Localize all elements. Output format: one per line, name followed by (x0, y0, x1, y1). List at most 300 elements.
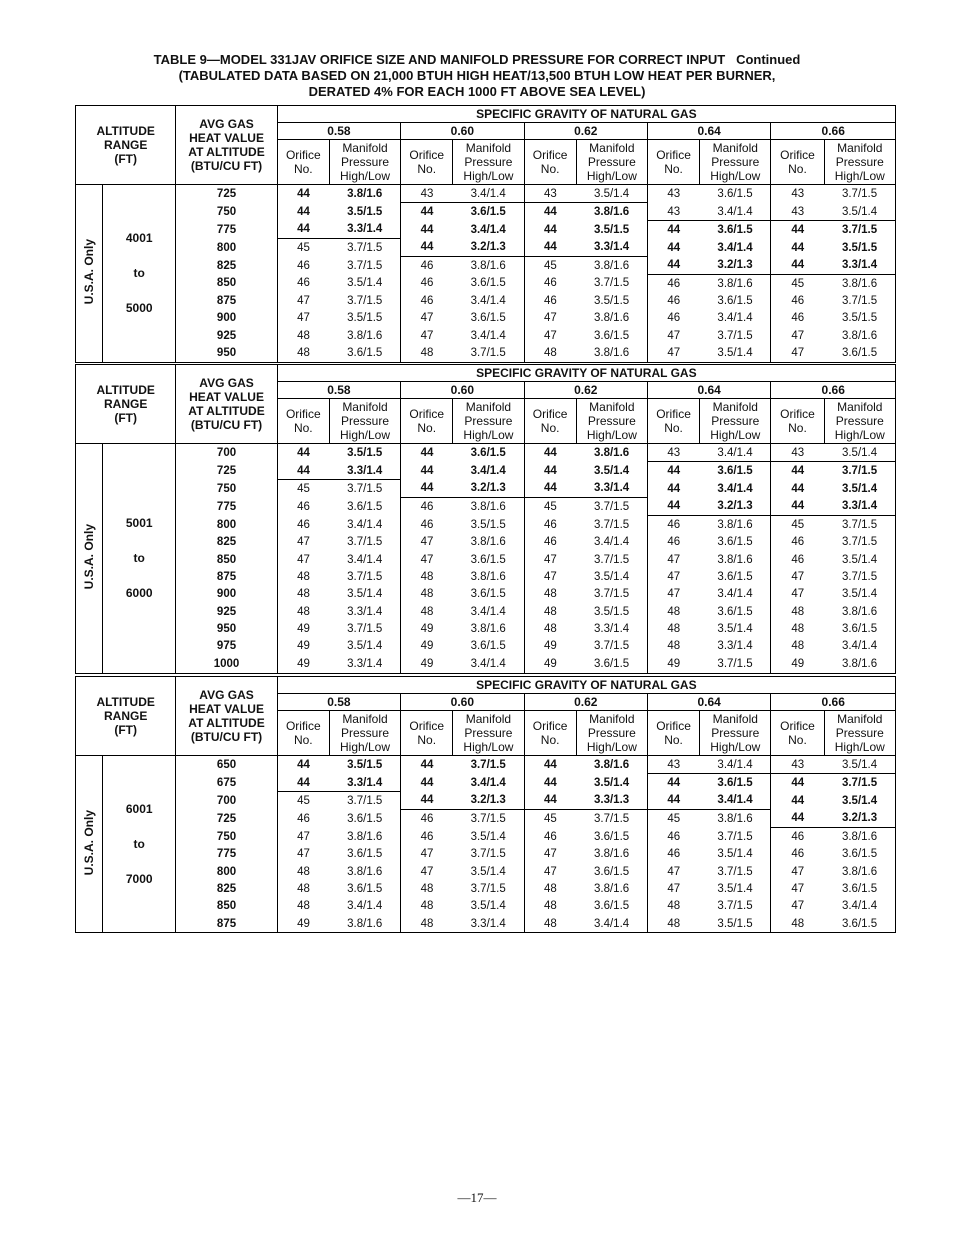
orifice-cell: 48 (667, 900, 681, 913)
orifice-cell: 48 (420, 588, 434, 601)
orifice-cell: 46 (543, 536, 557, 549)
orifice-header-line: Orifice (532, 719, 568, 733)
orifice-cell: 44 (771, 221, 824, 239)
orifice-header-line: No. (417, 162, 437, 176)
pressure-cell: 3.6/1.5 (700, 774, 771, 792)
orifice-cell: 47 (791, 570, 805, 583)
orifice-cell: 47 (277, 310, 329, 327)
orifice-header-line: No. (540, 162, 560, 176)
data-table-6001-7000 (75, 676, 896, 933)
orifice-cell: 44 (420, 464, 434, 477)
heat-value-cell: 925 (176, 327, 277, 344)
orifice-cell: 43 (667, 205, 681, 218)
orifice-cell: 45 (277, 480, 329, 498)
altitude-header-line: RANGE (104, 138, 148, 152)
heat-value-cell: 650 (176, 756, 277, 774)
pressure-cell: 3.5/1.4 (824, 586, 895, 603)
header-row (76, 677, 896, 694)
manifold-header-line: High/Low (834, 428, 885, 442)
altitude-range-part: to (133, 550, 145, 565)
pressure-cell: 3.2/1.3 (453, 239, 524, 257)
manifold-header-line: High/Low (834, 169, 885, 183)
pressure-cell: 3.6/1.5 (329, 845, 400, 862)
manifold-header (700, 140, 771, 185)
heat-value-header-line: AVG GAS (199, 376, 254, 390)
orifice-cell: 48 (277, 898, 329, 915)
manifold-header (453, 140, 524, 185)
pressure-cell: 3.7/1.5 (453, 345, 524, 363)
sg-value: 0.66 (771, 694, 896, 711)
pressure-cell: 3.5/1.5 (824, 239, 895, 257)
header-row (76, 365, 896, 382)
orifice-cell: 47 (543, 865, 557, 878)
pressure-cell: 3.4/1.4 (453, 327, 524, 344)
orifice-cell: 46 (667, 848, 681, 861)
orifice-cell: 46 (401, 257, 453, 275)
heat-value-cell: 850 (176, 898, 277, 915)
orifice-cell: 47 (791, 882, 805, 895)
orifice-header (524, 711, 576, 756)
orifice-cell: 47 (543, 312, 557, 325)
pressure-cell: 3.7/1.5 (824, 774, 895, 792)
table-row (76, 516, 896, 534)
manifold-header-line: Pressure (711, 726, 760, 740)
manifold-header-line: High/Low (339, 740, 391, 754)
altitude-header (76, 677, 176, 756)
pressure-cell: 3.4/1.4 (453, 185, 524, 203)
altitude-range-part: to (133, 265, 145, 280)
orifice-cell: 49 (420, 640, 434, 653)
manifold-header-line: Manifold (712, 712, 758, 726)
heat-value-cell: 900 (176, 586, 277, 603)
manifold-header (824, 140, 895, 185)
heat-value-header-line: HEAT VALUE (189, 390, 264, 404)
orifice-header (771, 711, 824, 756)
orifice-cell: 46 (791, 848, 805, 861)
orifice-cell: 44 (401, 203, 453, 221)
orifice-cell: 43 (647, 185, 699, 203)
heat-value-cell: 1000 (176, 655, 277, 673)
orifice-cell: 49 (647, 655, 699, 673)
heat-value-cell: 950 (176, 620, 277, 637)
pressure-cell: 3.7/1.5 (453, 845, 524, 862)
orifice-cell: 44 (543, 241, 557, 254)
orifice-cell: 47 (647, 345, 699, 363)
orifice-cell: 46 (401, 498, 453, 516)
orifice-cell: 44 (791, 241, 805, 254)
manifold-header (453, 399, 524, 444)
orifice-cell: 49 (277, 915, 329, 933)
pressure-cell: 3.6/1.5 (329, 810, 400, 828)
sg-value: 0.58 (277, 382, 400, 399)
table-row (76, 274, 896, 292)
manifold-header (576, 399, 647, 444)
heat-value-cell: 725 (176, 185, 277, 203)
table-row (76, 257, 896, 275)
table-row (76, 620, 896, 637)
altitude-header (76, 106, 176, 185)
orifice-header (524, 140, 576, 185)
orifice-cell: 47 (791, 900, 805, 913)
orifice-cell: 48 (543, 588, 557, 601)
orifice-cell: 47 (277, 845, 329, 862)
orifice-cell: 48 (277, 586, 329, 603)
table-row (76, 327, 896, 344)
orifice-cell: 46 (420, 830, 434, 843)
pressure-cell: 3.7/1.5 (824, 533, 895, 550)
table-row (76, 828, 896, 846)
altitude-range-part: to (133, 836, 145, 851)
pressure-cell: 3.5/1.4 (576, 568, 647, 585)
orifice-header-line: Orifice (656, 148, 691, 162)
pressure-cell: 3.4/1.4 (700, 586, 771, 603)
orifice-cell: 47 (420, 536, 434, 549)
pressure-cell: 3.5/1.4 (329, 638, 400, 655)
pressure-cell: 3.3/1.4 (576, 480, 647, 498)
orifice-cell: 43 (771, 756, 824, 774)
pressure-cell: 3.8/1.6 (453, 498, 524, 516)
pressure-cell: 3.5/1.4 (329, 274, 400, 292)
orifice-header (277, 711, 329, 756)
pressure-cell: 3.6/1.5 (329, 345, 400, 363)
orifice-cell: 49 (277, 620, 329, 637)
manifold-header-line: Manifold (712, 400, 758, 414)
manifold-header-line: High/Low (463, 169, 514, 183)
pressure-cell: 3.5/1.4 (824, 203, 895, 221)
altitude-header-line: ALTITUDE (96, 383, 155, 397)
table-row (76, 792, 896, 810)
manifold-header (576, 711, 647, 756)
table-row (76, 185, 896, 203)
pressure-cell: 3.2/1.3 (700, 498, 771, 516)
altitude-range (103, 444, 176, 674)
orifice-header-line: Orifice (532, 148, 568, 162)
altitude-range-part: 5000 (125, 300, 153, 315)
orifice-cell: 47 (420, 553, 434, 566)
pressure-cell: 3.4/1.4 (700, 239, 771, 257)
orifice-cell: 48 (791, 605, 805, 618)
manifold-header-line: High/Low (339, 169, 391, 183)
orifice-cell: 44 (277, 756, 329, 774)
table-row (76, 444, 896, 462)
specific-gravity-header: SPECIFIC GRAVITY OF NATURAL GAS (277, 365, 895, 382)
heat-value-header-line: HEAT VALUE (189, 131, 264, 145)
manifold-header-line: Manifold (589, 712, 635, 726)
table-row (76, 498, 896, 516)
pressure-cell: 3.3/1.4 (824, 257, 895, 275)
manifold-header-line: Manifold (712, 141, 758, 155)
orifice-cell: 44 (401, 756, 453, 774)
heat-value-cell: 800 (176, 863, 277, 880)
orifice-cell: 45 (277, 792, 329, 810)
orifice-cell: 48 (543, 900, 557, 913)
orifice-cell: 43 (771, 444, 824, 462)
heat-value-cell: 775 (176, 498, 277, 516)
header-row (76, 106, 896, 123)
orifice-cell: 44 (524, 203, 576, 221)
orifice-cell: 44 (277, 203, 329, 221)
orifice-cell: 45 (771, 516, 824, 534)
orifice-header (647, 140, 699, 185)
pressure-cell: 3.3/1.3 (576, 792, 647, 810)
pressure-cell: 3.6/1.5 (453, 638, 524, 655)
orifice-cell: 49 (543, 640, 557, 653)
sg-value: 0.60 (401, 382, 524, 399)
orifice-cell: 48 (667, 640, 681, 653)
heat-value-header-line: AT ALTITUDE (188, 404, 265, 418)
orifice-header (771, 140, 824, 185)
orifice-header (771, 399, 824, 444)
manifold-header-line: Pressure (340, 726, 390, 740)
orifice-cell: 47 (543, 570, 557, 583)
pressure-cell: 3.7/1.5 (453, 880, 524, 897)
sg-value: 0.66 (771, 123, 896, 140)
orifice-cell: 47 (667, 553, 681, 566)
pressure-cell: 3.6/1.5 (576, 655, 647, 673)
orifice-header-line: Orifice (285, 407, 321, 421)
orifice-cell: 46 (277, 516, 329, 534)
heat-value-cell: 850 (176, 274, 277, 292)
pressure-cell: 3.6/1.5 (700, 292, 771, 309)
pressure-cell: 3.7/1.5 (576, 638, 647, 655)
pressure-cell: 3.8/1.6 (824, 327, 895, 344)
orifice-cell: 47 (277, 533, 329, 550)
pressure-cell: 3.7/1.5 (576, 274, 647, 292)
pressure-cell: 3.5/1.5 (576, 292, 647, 309)
orifice-cell: 47 (277, 828, 329, 846)
table-row (76, 292, 896, 309)
pressure-cell: 3.6/1.5 (329, 498, 400, 516)
orifice-header-line: No. (417, 421, 437, 435)
heat-value-header-line: AVG GAS (199, 688, 254, 702)
manifold-header-line: High/Low (586, 169, 637, 183)
orifice-cell: 48 (420, 605, 434, 618)
pressure-cell: 3.6/1.5 (824, 880, 895, 897)
orifice-cell: 44 (277, 774, 329, 792)
orifice-cell: 47 (420, 312, 434, 325)
orifice-cell: 49 (401, 655, 453, 673)
manifold-header-line: Manifold (837, 712, 883, 726)
table-row (76, 810, 896, 828)
orifice-cell: 45 (524, 810, 576, 828)
orifice-cell: 49 (277, 655, 329, 673)
pressure-cell: 3.3/1.4 (329, 655, 400, 673)
orifice-cell: 48 (543, 882, 557, 895)
altitude-header-line: ALTITUDE (96, 124, 155, 138)
orifice-cell: 47 (791, 588, 805, 601)
orifice-cell: 44 (791, 482, 805, 495)
orifice-header-line: Orifice (532, 407, 568, 421)
orifice-header-line: No. (788, 421, 807, 435)
manifold-header-line: Pressure (587, 155, 636, 169)
pressure-cell: 3.8/1.6 (824, 274, 895, 292)
pressure-cell: 3.4/1.4 (453, 292, 524, 309)
orifice-cell: 44 (524, 756, 576, 774)
pressure-cell: 3.3/1.4 (453, 915, 524, 933)
pressure-cell: 3.5/1.4 (824, 792, 895, 810)
orifice-cell: 48 (420, 882, 434, 895)
pressure-cell: 3.8/1.6 (453, 620, 524, 637)
pressure-cell: 3.3/1.4 (576, 239, 647, 257)
pressure-cell: 3.8/1.6 (576, 203, 647, 221)
orifice-cell: 47 (771, 345, 824, 363)
orifice-cell: 44 (401, 444, 453, 462)
altitude-header-line: RANGE (104, 709, 148, 723)
heat-value-cell: 825 (176, 257, 277, 275)
orifice-cell: 43 (647, 756, 699, 774)
manifold-header-line: Pressure (711, 414, 760, 428)
orifice-cell: 48 (647, 915, 699, 933)
pressure-cell: 3.2/1.3 (453, 792, 524, 810)
table-row (76, 568, 896, 585)
manifold-header-line: Manifold (837, 141, 883, 155)
pressure-cell: 3.5/1.4 (576, 462, 647, 480)
orifice-cell: 46 (420, 295, 434, 308)
pressure-cell: 3.5/1.4 (824, 551, 895, 568)
pressure-cell: 3.6/1.5 (329, 880, 400, 897)
manifold-header (329, 140, 400, 185)
pressure-cell: 3.7/1.5 (576, 551, 647, 568)
heat-value-cell: 950 (176, 345, 277, 363)
manifold-header-line: High/Low (463, 740, 514, 754)
heat-value-cell: 775 (176, 221, 277, 239)
table-row (76, 310, 896, 327)
pressure-cell: 3.8/1.6 (824, 603, 895, 620)
manifold-header-line: Pressure (340, 155, 390, 169)
altitude-header-line: (FT) (114, 152, 137, 166)
orifice-cell: 44 (277, 185, 329, 203)
heat-value-header-line: AT ALTITUDE (188, 145, 265, 159)
manifold-header-line: Manifold (342, 141, 388, 155)
table-row (76, 551, 896, 568)
orifice-cell: 45 (647, 810, 699, 828)
orifice-cell: 47 (420, 848, 434, 861)
orifice-header (401, 140, 453, 185)
sg-value: 0.62 (524, 694, 647, 711)
orifice-cell: 47 (667, 865, 681, 878)
orifice-cell: 46 (791, 553, 805, 566)
orifice-header (647, 399, 699, 444)
orifice-cell: 44 (667, 482, 681, 495)
pressure-cell: 3.7/1.5 (576, 516, 647, 534)
orifice-cell: 46 (667, 312, 681, 325)
title-continued: Continued (736, 52, 801, 67)
pressure-cell: 3.5/1.5 (576, 603, 647, 620)
orifice-header-line: No. (293, 733, 313, 747)
orifice-header-line: Orifice (285, 148, 321, 162)
orifice-cell: 45 (771, 274, 824, 292)
orifice-cell: 44 (771, 462, 824, 480)
pressure-cell: 3.7/1.5 (576, 586, 647, 603)
pressure-cell: 3.7/1.5 (824, 462, 895, 480)
orifice-cell: 47 (667, 329, 681, 342)
heat-value-cell: 800 (176, 516, 277, 534)
sg-value: 0.62 (524, 382, 647, 399)
manifold-header-line: Pressure (587, 414, 636, 428)
pressure-cell: 3.5/1.5 (329, 203, 400, 221)
pressure-cell: 3.6/1.5 (453, 551, 524, 568)
orifice-header-line: Orifice (409, 407, 445, 421)
table-row (76, 880, 896, 897)
manifold-header-line: Pressure (587, 726, 636, 740)
orifice-header-line: No. (417, 733, 437, 747)
orifice-header-line: No. (540, 733, 560, 747)
orifice-cell: 47 (543, 329, 557, 342)
region-label: U.S.A. Only (82, 810, 97, 876)
orifice-cell: 46 (277, 274, 329, 292)
altitude-range-part: 5001 (125, 515, 153, 530)
pressure-cell: 3.4/1.4 (453, 603, 524, 620)
altitude-header-line: ALTITUDE (96, 695, 155, 709)
table-row (76, 221, 896, 239)
heat-value-cell: 875 (176, 568, 277, 585)
pressure-cell: 3.5/1.4 (453, 898, 524, 915)
pressure-cell: 3.7/1.5 (700, 898, 771, 915)
orifice-cell: 44 (647, 462, 699, 480)
orifice-cell: 43 (647, 444, 699, 462)
heat-value-cell: 750 (176, 480, 277, 498)
orifice-cell: 48 (791, 640, 805, 653)
altitude-range (103, 185, 176, 363)
manifold-header (700, 711, 771, 756)
orifice-cell: 44 (771, 774, 824, 792)
orifice-cell: 48 (524, 345, 576, 363)
heat-value-header-line: AVG GAS (199, 117, 254, 131)
heat-value-header (176, 106, 277, 185)
heat-value-cell: 850 (176, 551, 277, 568)
sg-value: 0.64 (647, 694, 770, 711)
manifold-header-line: High/Low (710, 428, 761, 442)
pressure-cell: 3.4/1.4 (453, 221, 524, 239)
pressure-cell: 3.3/1.4 (576, 620, 647, 637)
pressure-cell: 3.3/1.4 (700, 638, 771, 655)
orifice-cell: 44 (543, 482, 557, 495)
pressure-cell: 3.6/1.5 (700, 603, 771, 620)
pressure-cell: 3.8/1.6 (700, 810, 771, 828)
pressure-cell: 3.7/1.5 (329, 480, 400, 498)
manifold-header-line: Manifold (589, 141, 635, 155)
pressure-cell: 3.4/1.4 (453, 655, 524, 673)
orifice-cell: 47 (667, 882, 681, 895)
pressure-cell: 3.7/1.5 (329, 620, 400, 637)
pressure-cell: 3.5/1.5 (329, 310, 400, 327)
pressure-cell: 3.6/1.5 (824, 345, 895, 363)
title-line-3: DERATED 4% FOR EACH 1000 FT ABOVE SEA LEVEL) (308, 84, 646, 99)
pressure-cell: 3.7/1.5 (329, 533, 400, 550)
pressure-cell: 3.7/1.5 (824, 221, 895, 239)
pressure-cell: 3.8/1.6 (329, 915, 400, 933)
manifold-header-line: Pressure (464, 726, 513, 740)
table-row (76, 603, 896, 620)
heat-value-cell: 900 (176, 310, 277, 327)
pressure-cell: 3.6/1.5 (700, 185, 771, 203)
specific-gravity-header: SPECIFIC GRAVITY OF NATURAL GAS (277, 106, 895, 123)
pressure-cell: 3.4/1.4 (700, 444, 771, 462)
orifice-cell: 45 (524, 257, 576, 275)
pressure-cell: 3.3/1.4 (329, 221, 400, 239)
pressure-cell: 3.8/1.6 (453, 257, 524, 275)
orifice-cell: 46 (791, 312, 805, 325)
orifice-cell: 46 (401, 810, 453, 828)
specific-gravity-header: SPECIFIC GRAVITY OF NATURAL GAS (277, 677, 895, 694)
heat-value-cell: 925 (176, 603, 277, 620)
orifice-cell: 46 (771, 828, 824, 846)
pressure-cell: 3.8/1.6 (329, 863, 400, 880)
heat-value-header (176, 365, 277, 444)
pressure-cell: 3.5/1.4 (329, 586, 400, 603)
heat-value-cell: 700 (176, 444, 277, 462)
table-row (76, 462, 896, 480)
